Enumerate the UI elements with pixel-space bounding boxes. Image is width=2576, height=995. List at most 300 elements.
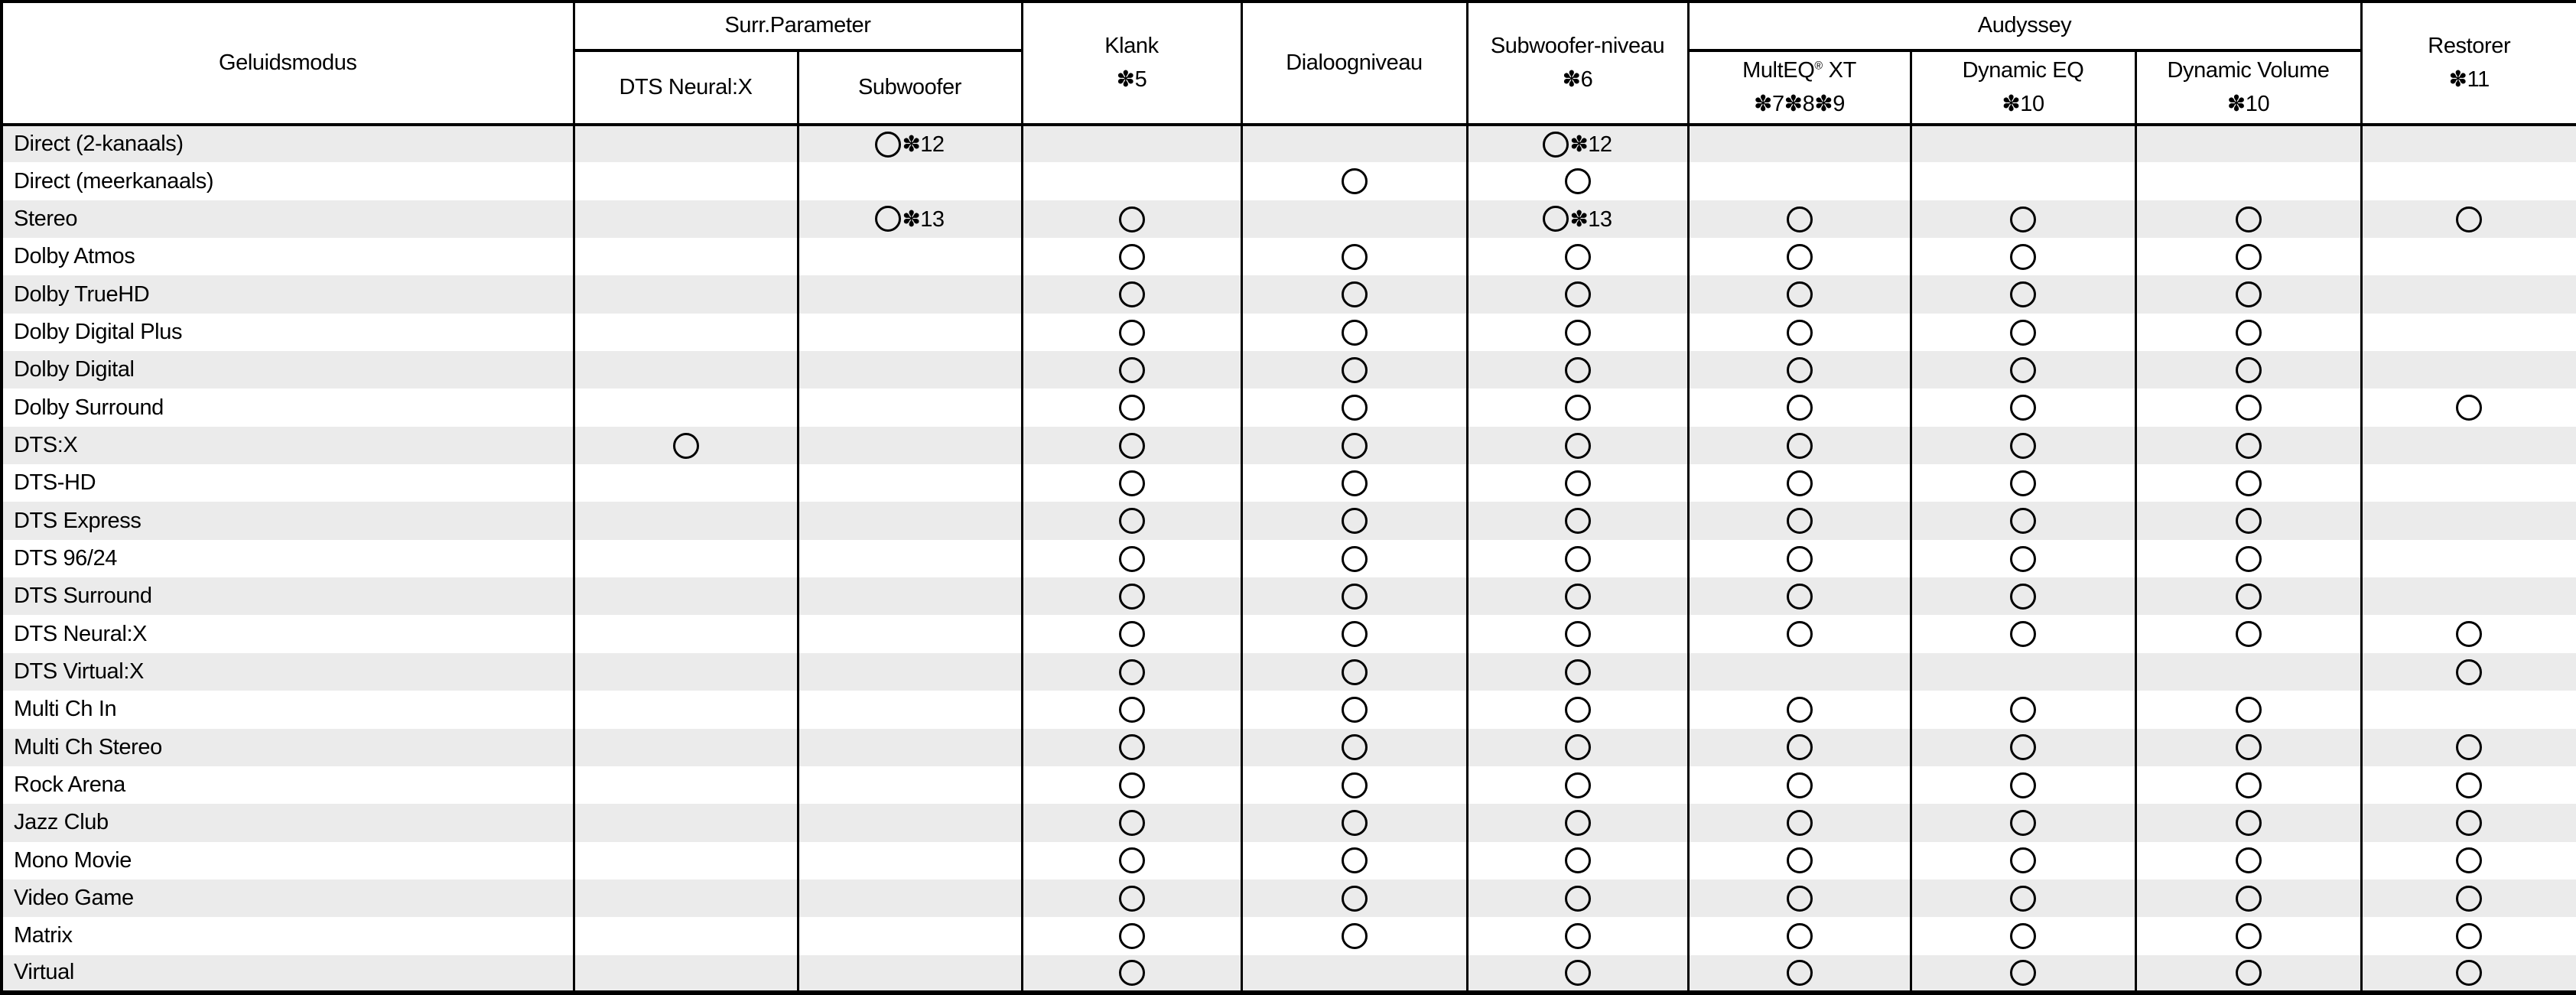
mark-cell (2135, 804, 2361, 841)
mark-cell (2135, 842, 2361, 880)
mark-cell (1022, 729, 1241, 766)
circle-mark-icon (2010, 810, 2036, 836)
mark-cell (2361, 766, 2576, 804)
mark-cell (1022, 577, 1241, 615)
mark-cell (798, 351, 1022, 389)
mark-cell (2135, 540, 2361, 577)
mark-cell (1688, 766, 1911, 804)
mark-cell (1022, 427, 1241, 464)
mark-cell (1688, 917, 1911, 954)
mark-group (1565, 621, 1591, 647)
mark-cell (574, 729, 798, 766)
mark-cell (1688, 389, 1911, 426)
circle-mark-icon (1787, 772, 1813, 798)
circle-mark-icon (1565, 357, 1591, 383)
mark-group (1342, 433, 1368, 459)
mark-cell (1688, 464, 1911, 502)
mark-cell (1688, 238, 1911, 275)
circle-mark-icon (1119, 433, 1145, 459)
table-row (2, 314, 2576, 351)
mark-group (2236, 433, 2262, 459)
footnote-ref: ✽13 (1569, 206, 1612, 232)
circle-mark-icon (2456, 886, 2482, 912)
mark-cell (1241, 238, 1467, 275)
klank-label: Klank (1104, 34, 1159, 58)
circle-mark-icon (1565, 433, 1591, 459)
mark-cell (798, 200, 1022, 238)
sound-mode-cell: Direct (meerkanaals) (2, 162, 574, 200)
table-row (2, 389, 2576, 426)
circle-mark-icon (1787, 810, 1813, 836)
table-row (2, 275, 2576, 313)
dynamic-eq-footnote-ref: ✽10 (2002, 91, 2044, 116)
mark-cell (1241, 766, 1467, 804)
mark-cell (1911, 540, 2135, 577)
mark-group (1342, 320, 1368, 346)
mark-group (1342, 847, 1368, 873)
mark-cell (2361, 842, 2576, 880)
mark-group (1119, 395, 1145, 421)
sound-mode-cell: DTS 96/24 (2, 540, 574, 577)
mark-group (2010, 320, 2036, 346)
column-header-subwoofer (798, 50, 1022, 125)
table-row (2, 200, 2576, 238)
mark-cell (798, 314, 1022, 351)
circle-mark-icon (2010, 470, 2036, 496)
circle-mark-icon (1342, 546, 1368, 572)
mark-cell (2361, 691, 2576, 728)
mark-group (2456, 847, 2482, 873)
circle-mark-icon (1342, 697, 1368, 723)
mark-group (2236, 395, 2262, 421)
mark-cell (1022, 162, 1241, 200)
mark-cell (798, 653, 1022, 691)
mark-cell (798, 804, 1022, 841)
circle-mark-icon (1342, 621, 1368, 647)
subwoofer-level-label: Subwoofer-niveau (1490, 34, 1665, 58)
mark-cell (1688, 502, 1911, 539)
circle-mark-icon (1342, 810, 1368, 836)
mark-cell (2361, 464, 2576, 502)
circle-mark-icon (1342, 772, 1368, 798)
mark-cell (1911, 880, 2135, 917)
mark-cell (1022, 238, 1241, 275)
mark-cell (1241, 125, 1467, 162)
mark-cell (2135, 691, 2361, 728)
mark-group (1787, 847, 1813, 873)
mark-cell (1241, 314, 1467, 351)
mark-cell (1688, 653, 1911, 691)
table-row (2, 653, 2576, 691)
circle-mark-icon (2456, 206, 2482, 232)
mark-group (1543, 131, 1612, 158)
table-body (2, 125, 2576, 993)
mark-group (1565, 772, 1591, 798)
mark-cell (1688, 427, 1911, 464)
sound-mode-cell: Video Game (2, 880, 574, 917)
mark-cell (1467, 804, 1688, 841)
mark-group (1565, 584, 1591, 610)
mark-cell (1241, 917, 1467, 954)
circle-mark-icon (2236, 734, 2262, 760)
mark-group (1565, 470, 1591, 496)
circle-mark-icon (1787, 320, 1813, 346)
mark-cell (2135, 917, 2361, 954)
mark-cell (574, 653, 798, 691)
circle-mark-icon (1119, 546, 1145, 572)
table-row (2, 125, 2576, 162)
circle-mark-icon (1565, 546, 1591, 572)
circle-mark-icon (1565, 659, 1591, 685)
circle-mark-icon (1119, 470, 1145, 496)
circle-mark-icon (1119, 508, 1145, 534)
mark-group (2010, 206, 2036, 232)
mark-group (1565, 847, 1591, 873)
mark-cell (2361, 125, 2576, 162)
circle-mark-icon (1342, 734, 1368, 760)
mark-cell (1241, 653, 1467, 691)
mark-group (1119, 734, 1145, 760)
mark-cell (574, 125, 798, 162)
column-header-dts-neural-x (574, 50, 798, 125)
circle-mark-icon (1787, 960, 1813, 986)
mark-cell (1911, 275, 2135, 313)
table-row (2, 464, 2576, 502)
mark-cell (2361, 804, 2576, 841)
circle-mark-icon (2010, 584, 2036, 610)
circle-mark-icon (1119, 847, 1145, 873)
mark-group (2456, 810, 2482, 836)
mark-group (2456, 621, 2482, 647)
column-group-surr-parameter (574, 2, 1022, 50)
mark-group (1119, 470, 1145, 496)
sound-mode-cell: Jazz Club (2, 804, 574, 841)
mark-cell (1467, 691, 1688, 728)
table-row (2, 955, 2576, 993)
mark-cell (574, 464, 798, 502)
mark-group (1787, 546, 1813, 572)
mark-group (1787, 470, 1813, 496)
mark-cell (1911, 766, 2135, 804)
circle-mark-icon (2010, 206, 2036, 232)
circle-mark-icon (1119, 206, 1145, 232)
mark-group (2236, 206, 2262, 232)
circle-mark-icon (2010, 433, 2036, 459)
mark-cell (1467, 729, 1688, 766)
circle-mark-icon (2236, 697, 2262, 723)
mark-cell (1688, 804, 1911, 841)
circle-mark-icon (1787, 433, 1813, 459)
mark-cell (1688, 691, 1911, 728)
mark-group (2236, 508, 2262, 534)
circle-mark-icon (2010, 508, 2036, 534)
mark-cell (1241, 842, 1467, 880)
sound-mode-cell: DTS Neural:X (2, 615, 574, 652)
table-row (2, 842, 2576, 880)
mark-group (2456, 206, 2482, 232)
mark-cell (2135, 577, 2361, 615)
circle-mark-icon (1565, 244, 1591, 270)
mark-group (1565, 244, 1591, 270)
mark-cell (2135, 464, 2361, 502)
mark-group (1342, 697, 1368, 723)
mark-cell (1241, 804, 1467, 841)
circle-mark-icon (2236, 621, 2262, 647)
mark-group (1565, 960, 1591, 986)
mark-cell (2361, 200, 2576, 238)
mark-cell (1688, 275, 1911, 313)
footnote-ref: ✽13 (902, 206, 945, 232)
mark-group (2456, 659, 2482, 685)
mark-group (1787, 772, 1813, 798)
circle-mark-icon (1119, 810, 1145, 836)
circle-mark-icon (1787, 395, 1813, 421)
circle-mark-icon (1119, 357, 1145, 383)
table-row (2, 162, 2576, 200)
mark-group (1787, 886, 1813, 912)
mark-cell (2135, 729, 2361, 766)
circle-mark-icon (1565, 508, 1591, 534)
mark-cell (1241, 275, 1467, 313)
mark-cell (2361, 314, 2576, 351)
circle-mark-icon (1565, 320, 1591, 346)
mark-cell (798, 427, 1022, 464)
mark-group (1565, 546, 1591, 572)
mark-group (2010, 357, 2036, 383)
mark-cell (574, 502, 798, 539)
circle-mark-icon (1787, 281, 1813, 307)
mark-cell (574, 427, 798, 464)
circle-mark-icon (2236, 244, 2262, 270)
mark-group (2010, 960, 2036, 986)
mark-group (1342, 244, 1368, 270)
circle-mark-icon (2456, 847, 2482, 873)
circle-mark-icon (1787, 697, 1813, 723)
circle-mark-icon (2236, 357, 2262, 383)
mark-group (1119, 659, 1145, 685)
mark-cell (798, 917, 1022, 954)
mark-group (2236, 886, 2262, 912)
mark-group (2010, 470, 2036, 496)
mark-cell (1911, 804, 2135, 841)
mark-group (1119, 244, 1145, 270)
footnote-ref: ✽12 (1569, 132, 1612, 158)
mark-cell (2361, 351, 2576, 389)
mark-cell (798, 729, 1022, 766)
column-header-dynamic-eq (1911, 50, 2135, 125)
table-row (2, 502, 2576, 539)
mark-group (2236, 810, 2262, 836)
mark-group (1342, 584, 1368, 610)
mark-cell (2135, 275, 2361, 313)
mark-cell (1241, 351, 1467, 389)
circle-mark-icon (2236, 206, 2262, 232)
mark-cell (2135, 351, 2361, 389)
circle-mark-icon (2236, 470, 2262, 496)
mark-group (2236, 621, 2262, 647)
circle-mark-icon (1342, 357, 1368, 383)
sound-mode-cell: Rock Arena (2, 766, 574, 804)
circle-mark-icon (1565, 168, 1591, 194)
mark-cell (1467, 540, 1688, 577)
mark-cell (1022, 804, 1241, 841)
circle-mark-icon (1543, 206, 1569, 232)
circle-mark-icon (2456, 659, 2482, 685)
circle-mark-icon (1342, 847, 1368, 873)
mark-cell (1911, 653, 2135, 691)
table-header (2, 2, 2576, 125)
mark-cell (798, 842, 1022, 880)
mark-group (1787, 357, 1813, 383)
mark-cell (1022, 200, 1241, 238)
mark-cell (1022, 653, 1241, 691)
mark-cell (798, 162, 1022, 200)
mark-cell (1911, 691, 2135, 728)
mark-cell (2135, 238, 2361, 275)
mark-group (875, 206, 944, 232)
mark-cell (1022, 502, 1241, 539)
dynamic-volume-label: Dynamic Volume (2167, 58, 2330, 83)
circle-mark-icon (1565, 697, 1591, 723)
mark-cell (1022, 615, 1241, 652)
circle-mark-icon (1565, 923, 1591, 949)
mark-cell (2361, 238, 2576, 275)
table-row (2, 351, 2576, 389)
circle-mark-icon (2456, 621, 2482, 647)
mark-cell (574, 577, 798, 615)
circle-mark-icon (1342, 433, 1368, 459)
mark-cell (1911, 842, 2135, 880)
mark-group (2236, 734, 2262, 760)
circle-mark-icon (2456, 772, 2482, 798)
column-header-dialog-level (1241, 2, 1467, 125)
sound-mode-cell: DTS:X (2, 427, 574, 464)
column-header-restorer (2361, 2, 2576, 125)
mark-group (1787, 281, 1813, 307)
mark-cell (2135, 125, 2361, 162)
table-row (2, 427, 2576, 464)
table-row (2, 880, 2576, 917)
mark-cell (574, 275, 798, 313)
mark-group (2456, 734, 2482, 760)
table-row (2, 691, 2576, 728)
mark-cell (574, 880, 798, 917)
circle-mark-icon (1119, 734, 1145, 760)
sound-mode-cell: DTS Surround (2, 577, 574, 615)
mark-group (1565, 734, 1591, 760)
circle-mark-icon (1565, 281, 1591, 307)
mark-group (2010, 923, 2036, 949)
mark-group (1787, 960, 1813, 986)
mark-cell (1467, 351, 1688, 389)
mark-cell (574, 238, 798, 275)
dts-neural-x-label: DTS Neural:X (619, 74, 753, 99)
mark-cell (2361, 653, 2576, 691)
circle-mark-icon (2010, 697, 2036, 723)
mark-cell (1467, 955, 1688, 993)
circle-mark-icon (1342, 508, 1368, 534)
klank-footnote-ref: ✽5 (1116, 67, 1147, 92)
mark-group (1565, 923, 1591, 949)
mark-group (2456, 886, 2482, 912)
mark-group (1565, 357, 1591, 383)
sound-mode-cell: Virtual (2, 955, 574, 993)
circle-mark-icon (2010, 546, 2036, 572)
mark-cell (1467, 653, 1688, 691)
mark-group (1119, 546, 1145, 572)
column-header-multeq-xt (1688, 50, 1911, 125)
mark-group (1119, 923, 1145, 949)
table-row (2, 615, 2576, 652)
mark-cell (1911, 917, 2135, 954)
circle-mark-icon (1565, 960, 1591, 986)
mark-cell (1467, 766, 1688, 804)
mark-group (1787, 395, 1813, 421)
mark-group (2010, 508, 2036, 534)
circle-mark-icon (1119, 923, 1145, 949)
circle-mark-icon (2010, 734, 2036, 760)
mark-group (1565, 697, 1591, 723)
column-header-subwoofer-level (1467, 2, 1688, 125)
circle-mark-icon (2236, 772, 2262, 798)
circle-mark-icon (1119, 281, 1145, 307)
circle-mark-icon (1787, 923, 1813, 949)
circle-mark-icon (2236, 847, 2262, 873)
sound-mode-cell: Direct (2-kanaals) (2, 125, 574, 162)
circle-mark-icon (1342, 320, 1368, 346)
mark-group (1787, 923, 1813, 949)
mark-group (2236, 470, 2262, 496)
mark-cell (1241, 502, 1467, 539)
mark-cell (574, 389, 798, 426)
circle-mark-icon (2236, 546, 2262, 572)
circle-mark-icon (1543, 132, 1569, 158)
mark-cell (1467, 238, 1688, 275)
mark-cell (2135, 615, 2361, 652)
mark-cell (798, 275, 1022, 313)
mark-group (1787, 810, 1813, 836)
mark-group (673, 433, 699, 459)
circle-mark-icon (1787, 546, 1813, 572)
mark-group (2236, 244, 2262, 270)
table-row (2, 577, 2576, 615)
mark-group (2236, 772, 2262, 798)
mark-cell (2135, 427, 2361, 464)
circle-mark-icon (2010, 395, 2036, 421)
mark-cell (574, 842, 798, 880)
mark-group (1119, 847, 1145, 873)
mark-cell (1467, 389, 1688, 426)
column-header-sound-mode (2, 2, 574, 125)
mark-cell (1022, 464, 1241, 502)
mark-group (1565, 810, 1591, 836)
circle-mark-icon (2456, 734, 2482, 760)
circle-mark-icon (2456, 923, 2482, 949)
mark-group (1543, 206, 1612, 232)
column-group-audyssey (1688, 2, 2361, 50)
mark-cell (1241, 162, 1467, 200)
mark-cell (1911, 389, 2135, 426)
mark-cell (1022, 955, 1241, 993)
circle-mark-icon (1787, 847, 1813, 873)
mark-group (2236, 847, 2262, 873)
sound-mode-cell: Matrix (2, 917, 574, 954)
mark-cell (1688, 540, 1911, 577)
mark-cell (1467, 200, 1688, 238)
mark-cell (1022, 540, 1241, 577)
mark-group (1119, 697, 1145, 723)
mark-group (1342, 357, 1368, 383)
